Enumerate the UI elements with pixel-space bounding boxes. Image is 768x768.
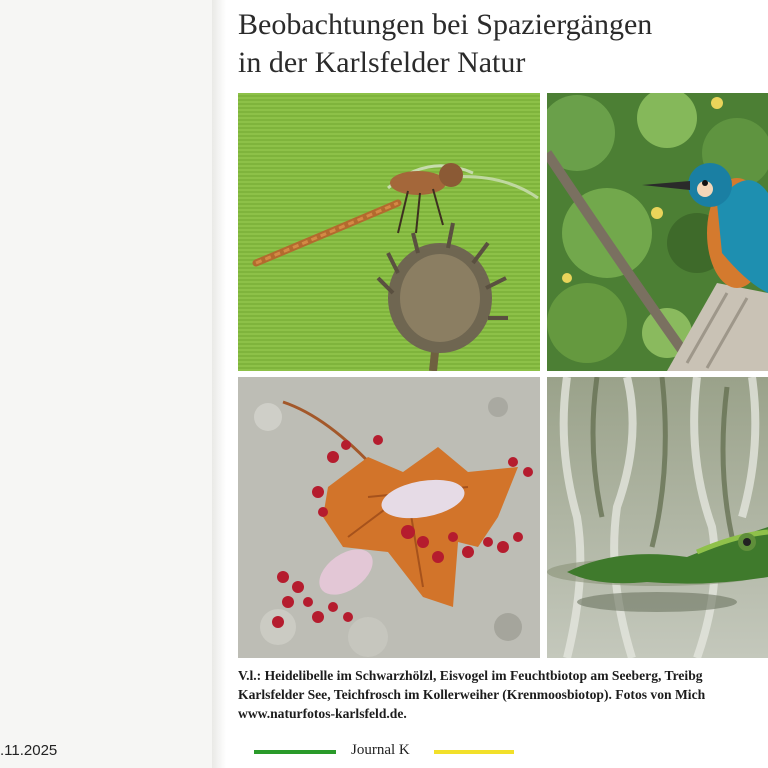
caption-line-1: V.l.: Heidelibelle im Schwarzhölzl, Eisvogel im Feuchtbiotop am Seeberg, Treibg <box>238 668 703 683</box>
caption-line-3: www.naturfotos-karlsfeld.de. <box>238 706 407 721</box>
title-line-1: Beobachtungen bei Spaziergängen <box>238 8 653 41</box>
journal-name: Journal K <box>351 742 410 758</box>
leaves-berries-illustration <box>238 377 540 658</box>
dragonfly-photo <box>238 93 540 371</box>
page-fold-shadow <box>212 0 226 768</box>
title-line-2: in der Karlsfelder Natur <box>238 46 526 79</box>
green-divider <box>254 750 336 754</box>
frog-photo <box>547 377 768 658</box>
photo-caption <box>238 666 768 723</box>
leaves-berries-photo <box>238 377 540 658</box>
kingfisher-illustration <box>547 93 768 371</box>
frog-illustration <box>547 377 768 658</box>
article-title <box>238 6 652 82</box>
issue-date: .11.2025 <box>0 742 58 759</box>
yellow-divider <box>434 750 514 754</box>
left-page <box>0 0 212 768</box>
dragonfly-illustration <box>238 93 540 371</box>
kingfisher-photo <box>547 93 768 371</box>
caption-line-2: Karlsfelder See, Teichfrosch im Kollerweiher (Krenmoosbiotop). Fotos von Mich <box>238 687 706 702</box>
